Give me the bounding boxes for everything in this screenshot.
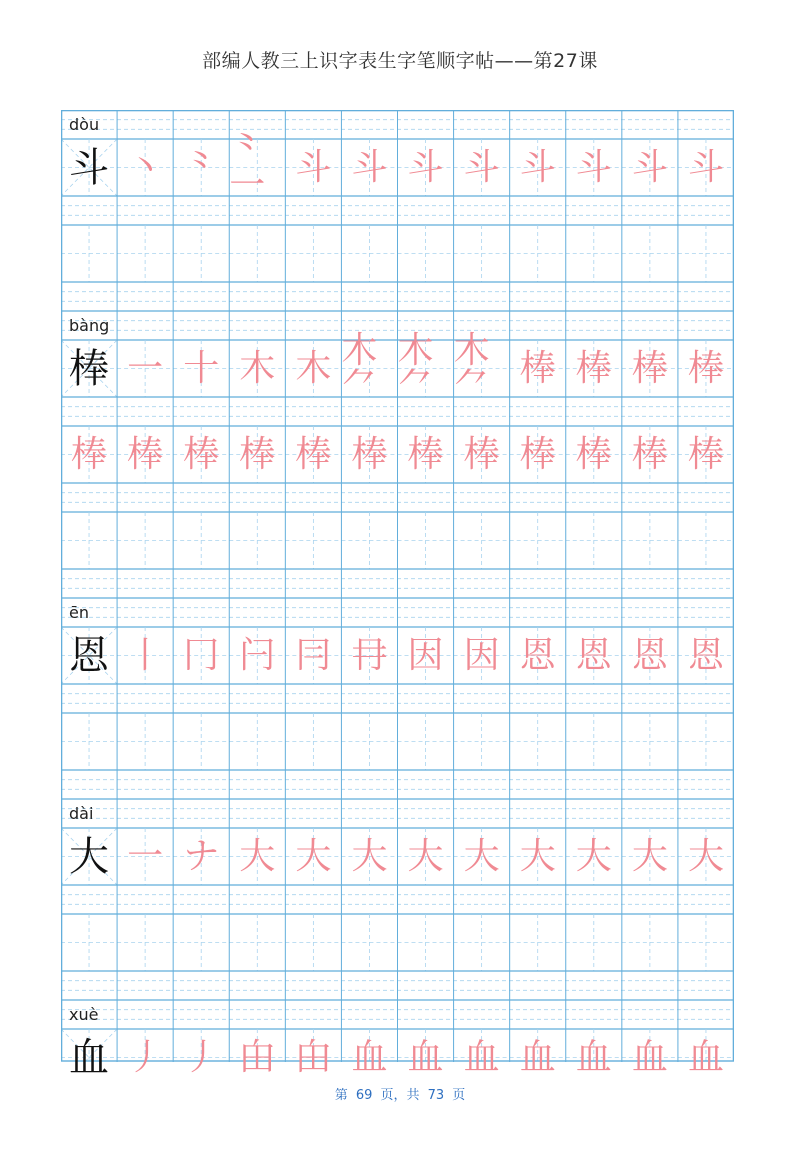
blank-practice-cell [285, 713, 341, 770]
blank-practice-cell [454, 914, 510, 971]
blank-practice-cell [61, 225, 117, 282]
blank-practice-cell [398, 1115, 454, 1172]
trace-character: 斗 [519, 146, 556, 188]
blank-practice-cell [341, 914, 397, 971]
model-character: 棒 [69, 345, 109, 392]
blank-practice-cell [678, 512, 734, 569]
pinyin-label: ēn [69, 603, 89, 622]
trace-character: 血 [519, 1036, 556, 1078]
trace-character: 棒 [71, 433, 108, 475]
trace-character: 一 [127, 347, 164, 389]
blank-practice-cell [454, 1115, 510, 1172]
trace-character: 冄 [351, 634, 388, 676]
trace-character: 因 [407, 634, 444, 676]
blank-practice-cell [285, 914, 341, 971]
model-character: 斗 [69, 144, 109, 191]
trace-character: 冂 [183, 634, 220, 676]
blank-practice-cell [173, 713, 229, 770]
blank-practice-cell [566, 713, 622, 770]
trace-character: 棒 [295, 433, 332, 475]
blank-practice-cell [398, 512, 454, 569]
practice-row [61, 512, 734, 569]
page-footer: 第 69 页，共 73 页 [334, 1088, 466, 1103]
trace-character: 棒 [687, 347, 724, 389]
trace-character: 木 [239, 347, 276, 389]
trace-character: 棒 [127, 433, 164, 475]
blank-practice-cell [510, 512, 566, 569]
blank-practice-cell [622, 914, 678, 971]
trace-character: 棒 [631, 433, 668, 475]
trace-character: 丶 [127, 146, 164, 188]
trace-character: 闩 [239, 634, 276, 676]
blank-practice-cell [566, 512, 622, 569]
blank-practice-cell [117, 713, 173, 770]
model-character: 恩 [69, 632, 109, 679]
trace-character: 棒 [351, 433, 388, 475]
blank-practice-cell [510, 1115, 566, 1172]
trace-character: 棒 [183, 433, 220, 475]
trace-character: 大 [575, 835, 612, 877]
model-character: 血 [69, 1034, 109, 1081]
blank-practice-cell [229, 713, 285, 770]
blank-practice-cell [229, 914, 285, 971]
practice-row [61, 1115, 734, 1172]
trace-character: 棒 [631, 347, 668, 389]
blank-practice-cell [398, 713, 454, 770]
trace-character: 恩 [687, 634, 724, 676]
blank-practice-cell [566, 225, 622, 282]
trace-character: 丿 [183, 1036, 220, 1078]
blank-practice-cell [117, 914, 173, 971]
trace-character: 大 [295, 835, 332, 877]
blank-practice-cell [622, 225, 678, 282]
trace-character: 血 [407, 1036, 444, 1078]
model-character: 大 [69, 833, 109, 880]
blank-practice-cell [341, 713, 397, 770]
trace-character: 棒 [575, 433, 612, 475]
practice-row [61, 627, 734, 684]
blank-practice-cell [622, 512, 678, 569]
trace-character: 甶 [239, 1036, 276, 1078]
trace-character: 棒 [687, 433, 724, 475]
trace-character: 木⺈ [397, 329, 434, 407]
blank-practice-cell [61, 713, 117, 770]
trace-character: 恩 [519, 634, 556, 676]
trace-character: 血 [631, 1036, 668, 1078]
trace-character: 血 [463, 1036, 500, 1078]
trace-character: ナ [183, 835, 220, 877]
trace-character: 木 [295, 347, 332, 389]
trace-character: 血 [351, 1036, 388, 1078]
trace-character: 大 [631, 835, 668, 877]
trace-character: 大 [519, 835, 556, 877]
blank-practice-cell [173, 225, 229, 282]
blank-practice-cell [173, 512, 229, 569]
trace-character: 大 [463, 835, 500, 877]
trace-character: 斗 [407, 146, 444, 188]
blank-practice-cell [173, 1115, 229, 1172]
trace-character: 丨 [127, 634, 164, 676]
blank-practice-cell [510, 914, 566, 971]
blank-practice-cell [285, 225, 341, 282]
blank-practice-cell [454, 713, 510, 770]
trace-character: 棒 [519, 433, 556, 475]
trace-character: 大 [687, 835, 724, 877]
blank-practice-cell [622, 1115, 678, 1172]
trace-character: ⺀一 [229, 128, 266, 206]
trace-character: 棒 [463, 433, 500, 475]
practice-row [61, 128, 734, 206]
practice-row [61, 914, 734, 971]
blank-practice-cell [454, 225, 510, 282]
blank-practice-cell [510, 225, 566, 282]
blank-practice-cell [285, 1115, 341, 1172]
trace-character: 十 [183, 347, 220, 389]
blank-practice-cell [510, 713, 566, 770]
blank-practice-cell [61, 512, 117, 569]
pinyin-label: xuè [69, 1005, 99, 1024]
blank-practice-cell [566, 1115, 622, 1172]
trace-character: 棒 [575, 347, 612, 389]
trace-character: 甶 [295, 1036, 332, 1078]
blank-practice-cell [454, 512, 510, 569]
blank-practice-cell [398, 225, 454, 282]
trace-character: 大 [407, 835, 444, 877]
blank-practice-cell [61, 914, 117, 971]
blank-practice-cell [229, 225, 285, 282]
practice-row [61, 329, 734, 407]
trace-character: 血 [687, 1036, 724, 1078]
trace-character: 因 [463, 634, 500, 676]
practice-row [61, 426, 734, 483]
blank-practice-cell [229, 1115, 285, 1172]
blank-practice-cell [117, 512, 173, 569]
trace-character: 棒 [239, 433, 276, 475]
trace-character: 木⺈ [453, 329, 490, 407]
blank-practice-cell [61, 1115, 117, 1172]
trace-character: 冃 [295, 634, 332, 676]
pinyin-label: bàng [69, 316, 110, 335]
blank-practice-cell [285, 512, 341, 569]
trace-character: 大 [351, 835, 388, 877]
blank-practice-cell [341, 512, 397, 569]
pinyin-label: dài [69, 804, 94, 823]
blank-practice-cell [566, 914, 622, 971]
page-title: 部编人教三上识字表生字笔顺字帖——第27课 [202, 50, 598, 72]
trace-character: 一 [127, 835, 164, 877]
blank-practice-cell [341, 225, 397, 282]
trace-character: 斗 [295, 146, 332, 188]
trace-character: 棒 [407, 433, 444, 475]
blank-practice-cell [341, 1115, 397, 1172]
practice-row [61, 1029, 734, 1086]
trace-character: 斗 [631, 146, 668, 188]
trace-character: ⺀ [183, 146, 220, 188]
trace-character: 斗 [463, 146, 500, 188]
blank-practice-cell [117, 225, 173, 282]
practice-row [61, 828, 734, 885]
practice-row [61, 225, 734, 282]
blank-practice-cell [173, 914, 229, 971]
blank-practice-cell [229, 512, 285, 569]
blank-practice-cell [398, 914, 454, 971]
trace-character: 斗 [575, 146, 612, 188]
trace-character: 丿 [127, 1036, 164, 1078]
blank-practice-cell [622, 713, 678, 770]
trace-character: 木⺈ [341, 329, 378, 407]
trace-character: 斗 [351, 146, 388, 188]
trace-character: 恩 [575, 634, 612, 676]
trace-character: 棒 [519, 347, 556, 389]
blank-practice-cell [117, 1115, 173, 1172]
practice-row [61, 713, 734, 770]
trace-character: 斗 [687, 146, 724, 188]
pinyin-label: dòu [69, 115, 100, 134]
trace-character: 恩 [631, 634, 668, 676]
trace-character: 血 [575, 1036, 612, 1078]
practice-sheet [61, 110, 734, 1081]
trace-character: 大 [239, 835, 276, 877]
